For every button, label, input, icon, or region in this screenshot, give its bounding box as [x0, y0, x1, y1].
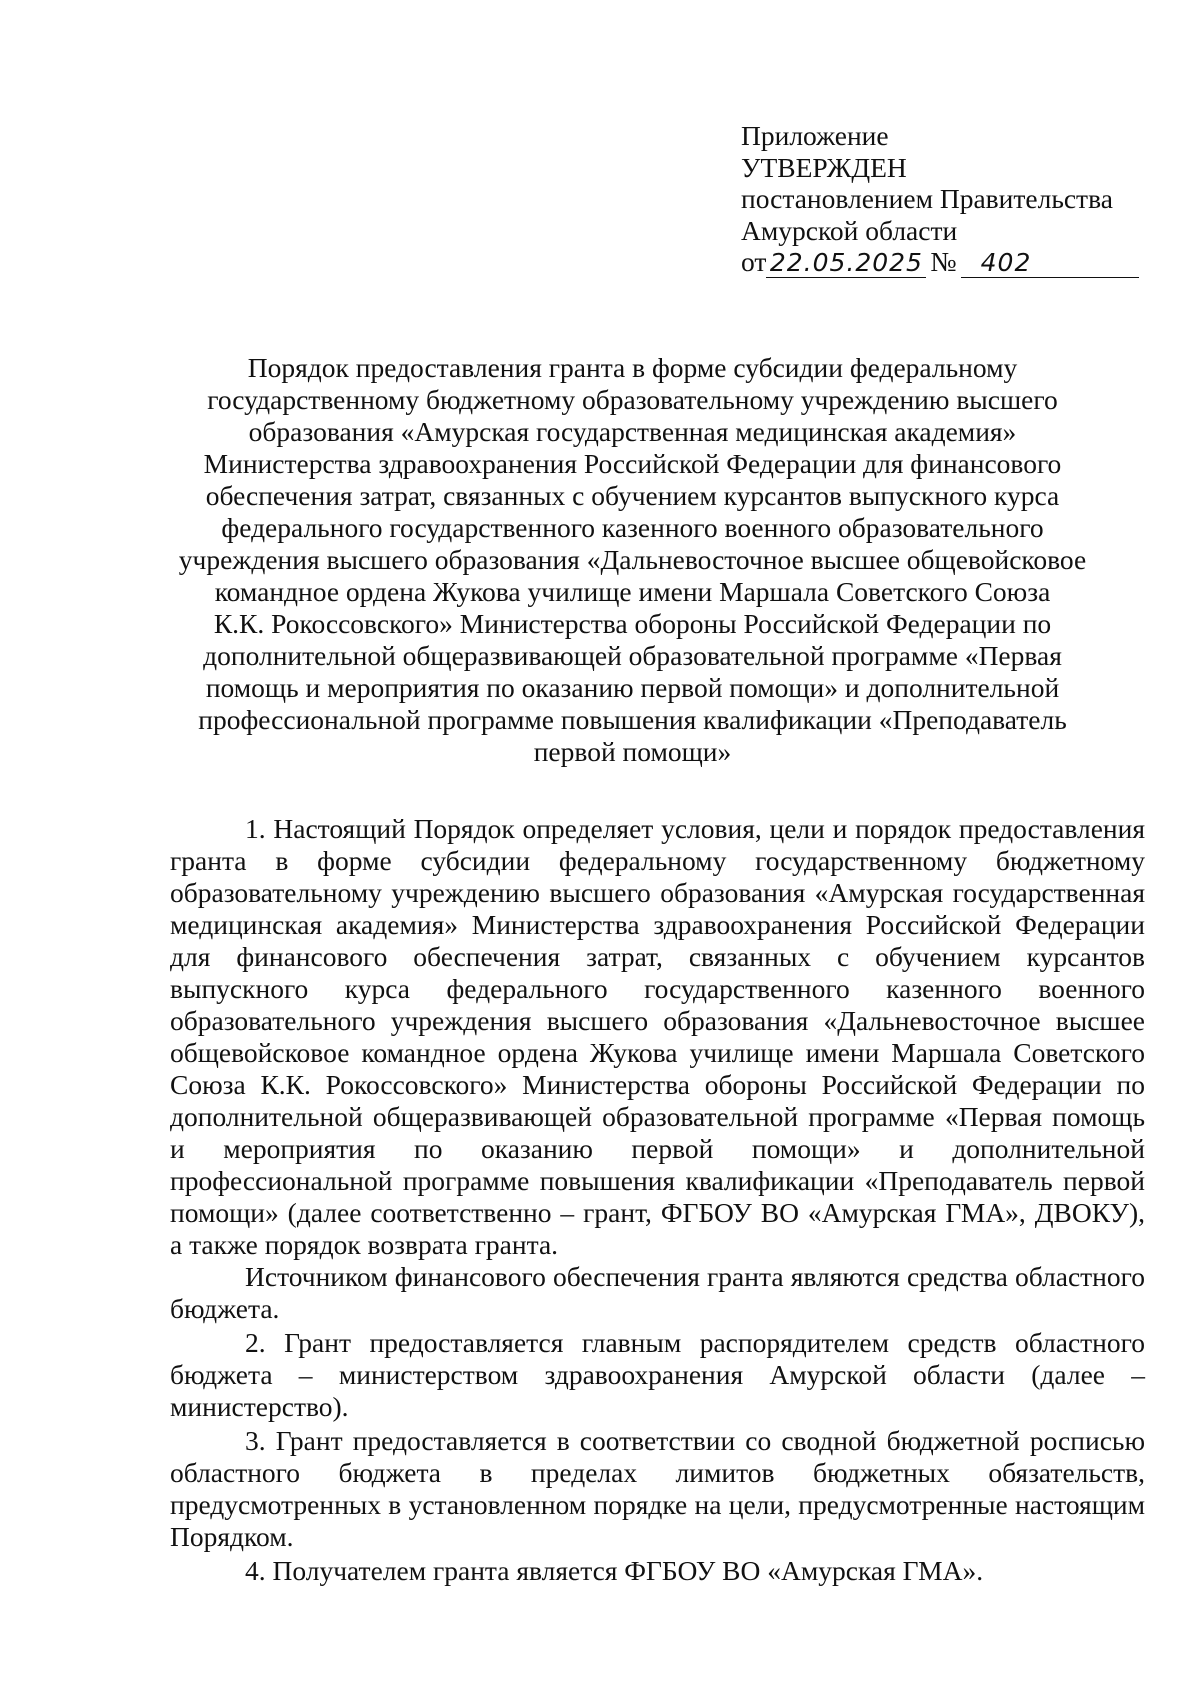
title-line: К.К. Рокоссовского» Министерства обороны Российской Федерации по [213, 608, 1052, 639]
title-line: учреждения высшего образования «Дальневосточное высшее общевойсковое [178, 544, 1087, 575]
paragraph-3: 3. Грант предоставляется в соответствии со сводной бюджетной росписью областного бюджета в пределах лимитов бюджетных обязательств, предусмотренных в установленном порядке на цели, предусмотренные настоящим Порядком. [170, 1425, 1145, 1552]
paragraph-1: 1. Настоящий Порядок определяет условия, цели и порядок предоставления гранта в форме субсидии федеральному государственному бюджетному образовательному учреждению высшего образования «Амурская государственная медицинская академия» Министерства здравоохранения Российской Федерации для финансового обеспечения затрат, связанных с обучением курсантов выпускного курса федерального государственного казенного военного образовательного учреждения высшего образования «Дальневосточное высшее общевойсковое командное ордена Жукова училище имени Маршала Советского Союза К.К. Рокоссовского» Министерства обороны Российской Федерации по дополнительной общеразвивающей образовательной программе «Первая помощь и мероприятия по оказанию первой помощи» и дополнительной профессиональной программе повышения квалификации «Преподаватель первой помощи» (далее соответственно – грант, ФГБОУ ВО «Амурская ГМА», ДВОКУ), а также порядок возврата гранта. [170, 813, 1145, 1260]
approval-region-label: Амурской области [741, 214, 958, 246]
paragraph-4: 4. Получателем гранта является ФГБОУ ВО «Амурская ГМА». [245, 1555, 984, 1586]
handwritten-number: 402 [961, 249, 1139, 278]
title-line: первой помощи» [533, 736, 732, 767]
document-body [170, 813, 1145, 1587]
approval-decree-label: постановлением Правительства [741, 183, 1113, 214]
approval-block [741, 120, 1141, 280]
date-prefix: от [741, 246, 767, 277]
handwritten-date: 22.05.2025 [766, 249, 926, 278]
paragraph-2: 2. Грант предоставляется главным распорядителем средств областного бюджета – министерством здравоохранения Амурской области (далее – министерство). [170, 1327, 1145, 1422]
number-sign: № [930, 246, 957, 277]
approval-date-number-line [741, 246, 1141, 280]
document-title [150, 352, 1115, 768]
title-line: командное ордена Жукова училище имени Маршала Советского Союза [214, 576, 1051, 607]
title-line: Порядок предоставления гранта в форме субсидии федеральному [247, 352, 1018, 383]
title-line: образования «Амурская государственная медицинская академия» [248, 416, 1017, 447]
title-line: обеспечения затрат, связанных с обучением курсантов выпускного курса [205, 480, 1060, 511]
title-line: помощь и мероприятия по оказанию первой помощи» и дополнительной [205, 672, 1060, 703]
title-line: Министерства здравоохранения Российской Федерации для финансового [203, 448, 1062, 479]
title-line: профессиональной программе повышения квалификации «Преподаватель [198, 704, 1067, 735]
title-line: федерального государственного казенного военного образовательного [221, 512, 1044, 543]
paragraph-funding-source: Источником финансового обеспечения гранта являются средства областного бюджета. [170, 1261, 1145, 1324]
title-line: государственному бюджетному образовательному учреждению высшего [207, 384, 1058, 415]
approval-approved-label: УТВЕРЖДЕН [741, 151, 907, 183]
title-line: дополнительной общеразвивающей образовательной программе «Первая [203, 640, 1062, 671]
approval-appendix-label: Приложение [741, 120, 889, 151]
